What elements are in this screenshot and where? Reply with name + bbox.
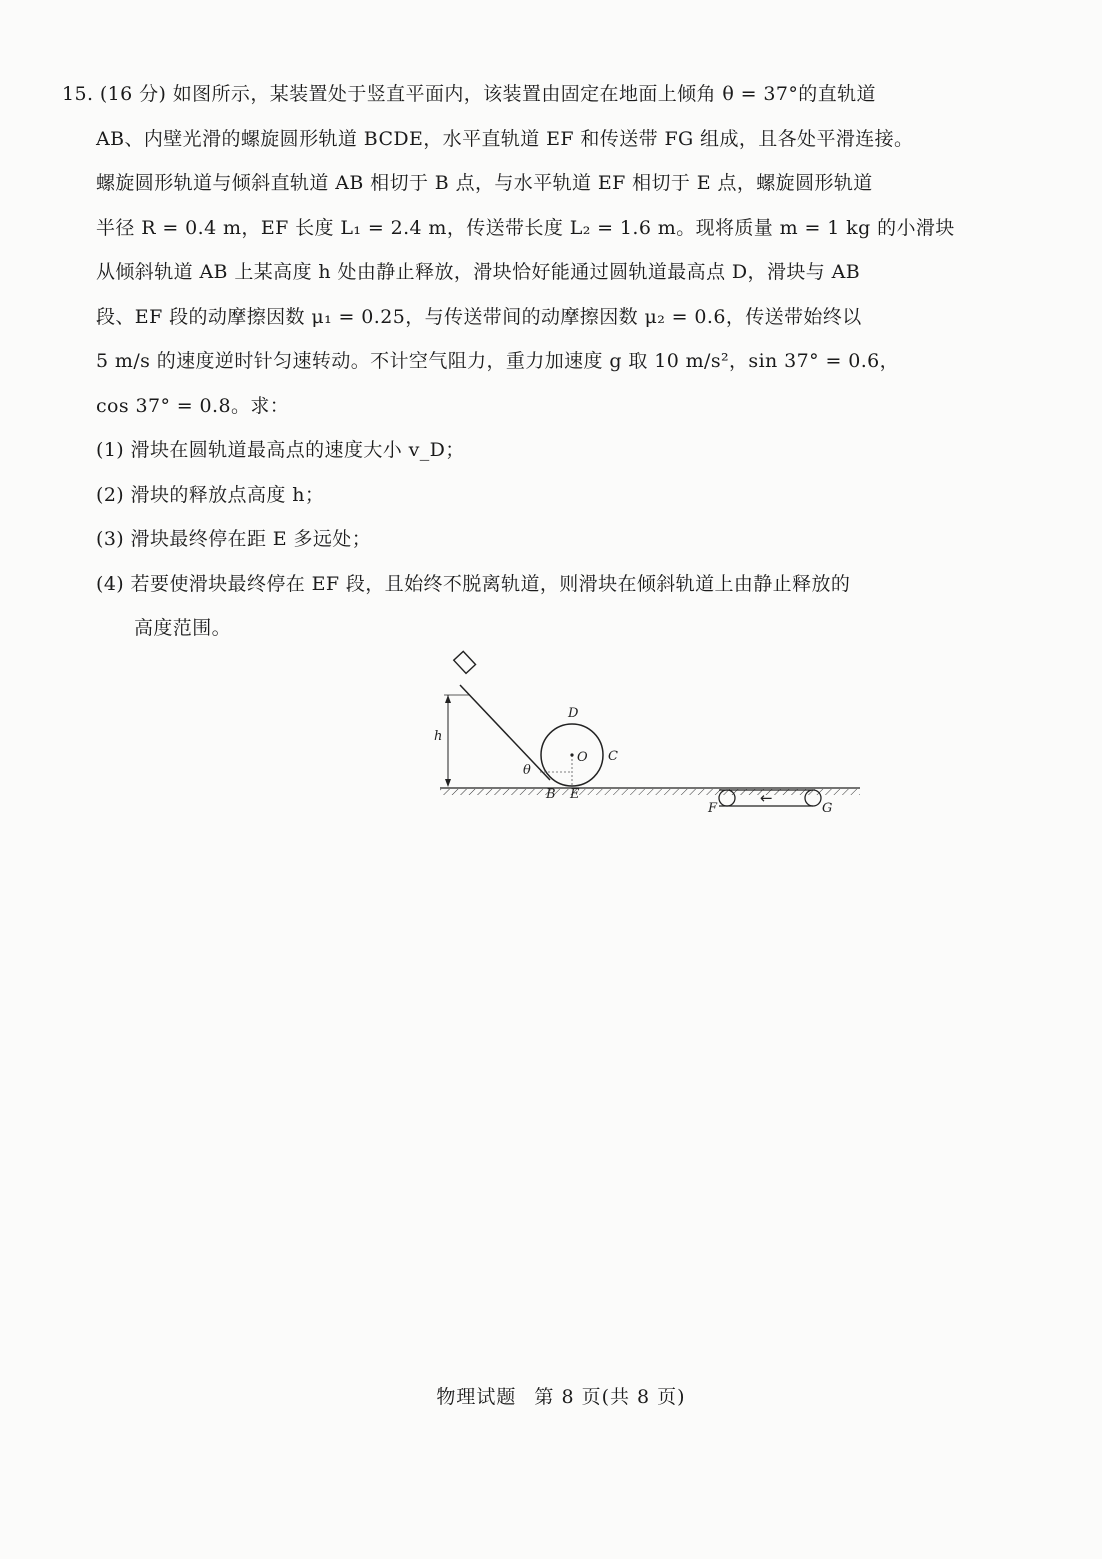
question-2: (2) 滑块的释放点高度 h； — [96, 483, 325, 506]
belt-direction-arrow-icon: ← — [760, 789, 773, 807]
label-O: O — [577, 750, 588, 765]
question-4-continued: 高度范围。 — [134, 617, 232, 639]
question-3: (3) 滑块最终停在距 E 多远处； — [96, 528, 372, 550]
ground — [440, 788, 860, 795]
footer-title: 物理试题 — [436, 1386, 517, 1408]
label-E: E — [570, 787, 580, 802]
label-G: G — [822, 801, 833, 816]
label-theta: θ — [523, 763, 531, 778]
problem-line-4: 半径 R = 0.4 m，EF 长度 L₁ = 2.4 m，传送带长度 L₂ = 1.6 m。现将质量 m = 1 kg 的小滑块 — [96, 216, 955, 239]
problem-line-7: 5 m/s 的速度逆时针匀速转动。不计空气阻力，重力加速度 g 取 10 m/s²，sin 37° = 0.6， — [96, 350, 900, 372]
question-1: (1) 滑块在圆轨道最高点的速度大小 v_D； — [96, 439, 465, 461]
track-diagram — [420, 640, 890, 830]
problem-line-2: AB、内壁光滑的螺旋圆形轨道 BCDE，水平直轨道 EF 和传送带 FG 组成，且各处平滑连接。 — [96, 127, 914, 150]
footer-page-number: 第 8 页(共 8 页) — [534, 1386, 686, 1408]
height-indicator — [444, 695, 470, 787]
label-h: h — [434, 729, 443, 744]
page-footer — [0, 1382, 1102, 1409]
problem-line-3: 螺旋圆形轨道与倾斜直轨道 AB 相切于 B 点，与水平轨道 EF 相切于 E 点，螺旋圆形轨道 — [96, 172, 873, 194]
label-D: D — [568, 706, 579, 721]
problem-line-5: 从倾斜轨道 AB 上某高度 h 处由静止释放，滑块恰好能通过圆轨道最高点 D，滑块与 AB — [96, 261, 861, 283]
slider-block — [454, 651, 476, 673]
problem-line-1: 15. (16 分) 如图所示，某装置处于竖直平面内，该装置由固定在地面上倾角 θ = 37°的直轨道 — [62, 83, 876, 105]
label-B: B — [546, 787, 556, 802]
question-4: (4) 若要使滑块最终停在 EF 段，且始终不脱离轨道，则滑块在倾斜轨道上由静止释放的 — [96, 572, 851, 595]
problem-15 — [62, 72, 955, 651]
label-F: F — [708, 801, 718, 816]
incline-track-ab — [460, 685, 550, 780]
label-C: C — [608, 749, 618, 764]
problem-line-8: cos 37° = 0.8。求： — [96, 394, 290, 417]
problem-line-6: 段、EF 段的动摩擦因数 μ₁ = 0.25，与传送带间的动摩擦因数 μ₂ = 0.6，传送带始终以 — [96, 305, 862, 328]
